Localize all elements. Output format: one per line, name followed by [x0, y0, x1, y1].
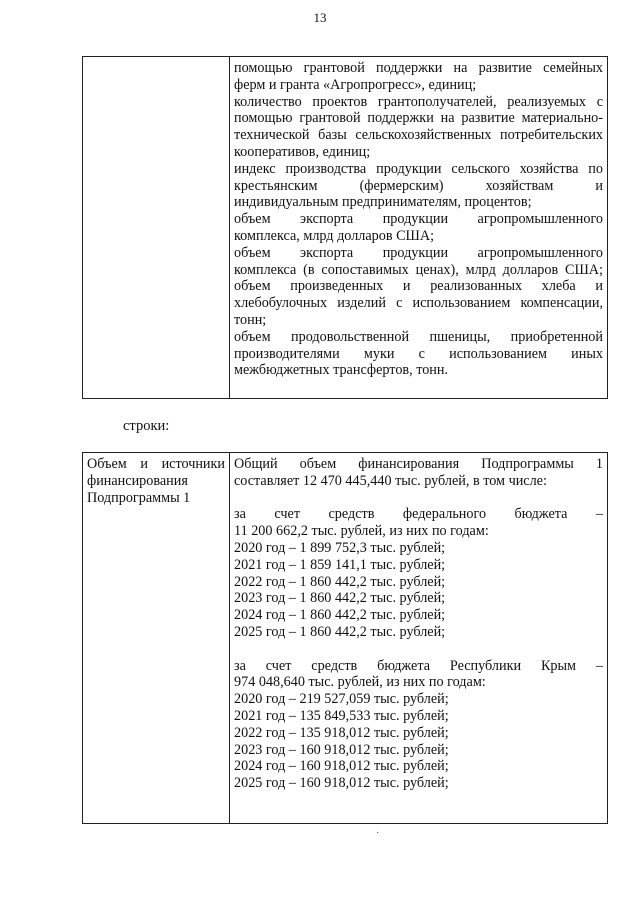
text-line: крестьянским (фермерским) хозяйствам и — [234, 177, 603, 194]
text-line: 2024 год – 1 860 442,2 тыс. рублей; — [234, 607, 446, 624]
text-line: Объем и источники — [87, 456, 225, 472]
financing-text — [234, 456, 603, 792]
financing-text-cell — [230, 453, 608, 824]
text-line: ферм и гранта «Агропрогресс», единиц; — [234, 76, 477, 93]
text-line: 2022 год – 135 918,012 тыс. рублей; — [234, 724, 449, 741]
scan-dot: · — [376, 828, 380, 839]
blank-line — [234, 490, 603, 507]
text-line: индекс производства продукции сельского хозяйства по — [234, 160, 603, 177]
table-left-cell-empty — [83, 57, 230, 399]
text-line: межбюджетных трансфертов, тонн. — [234, 362, 449, 379]
text-line: объем произведенных и реализованных хлеба и — [234, 278, 603, 295]
text-line: составляет 12 470 445,440 тыс. рублей, в том числе: — [234, 472, 547, 489]
blank-line — [234, 641, 603, 658]
text-line: Общий объем финансирования Подпрограммы 1 — [234, 456, 603, 472]
text-line: помощью грантовой поддержки на развитие материально- — [234, 110, 603, 127]
text-line: 2021 год – 1 859 141,1 тыс. рублей; — [234, 556, 446, 573]
text-line: кооперативов, единиц; — [234, 143, 371, 160]
text-line: 2023 год – 160 918,012 тыс. рублей; — [234, 741, 449, 758]
indicators-table — [82, 56, 608, 399]
text-line: 11 200 662,2 тыс. рублей, из них по годам: — [234, 523, 489, 540]
text-line: комплекса, млрд долларов США; — [234, 227, 435, 244]
indicators-text — [234, 60, 603, 379]
table-row — [83, 57, 608, 399]
text-line: Подпрограммы 1 — [87, 489, 191, 506]
text-line: 2025 год – 160 918,012 тыс. рублей; — [234, 775, 449, 792]
text-line: за счет средств бюджета Республики Крым – — [234, 657, 603, 674]
text-line: 2020 год – 219 527,059 тыс. рублей; — [234, 691, 449, 708]
text-line: 2020 год – 1 899 752,3 тыс. рублей; — [234, 539, 446, 556]
financing-table — [82, 452, 608, 824]
text-line: объем экспорта продукции агропромышленного — [234, 211, 603, 228]
text-line: производителями муки с использованием иных — [234, 345, 603, 362]
text-line: 2025 год – 1 860 442,2 тыс. рублей; — [234, 623, 446, 640]
stroki-label: строки: — [123, 418, 170, 434]
text-line: 2022 год – 1 860 442,2 тыс. рублей; — [234, 573, 446, 590]
page-number: 13 — [313, 10, 327, 25]
text-line: 2023 год – 1 860 442,2 тыс. рублей; — [234, 590, 446, 607]
text-line: объем продовольственной пшеницы, приобретенной — [234, 328, 603, 345]
text-line: 974 048,640 тыс. рублей, из них по годам: — [234, 674, 486, 691]
financing-label-cell — [83, 453, 230, 824]
text-line: 2021 год – 135 849,533 тыс. рублей; — [234, 707, 449, 724]
text-line: 2024 год – 160 918,012 тыс. рублей; — [234, 758, 449, 775]
financing-label — [87, 456, 225, 506]
text-line: технической базы сельскохозяйственных потребительских — [234, 127, 603, 144]
text-line: объем экспорта продукции агропромышленного — [234, 244, 603, 261]
text-line: индивидуальным предпринимателям, процентов; — [234, 194, 532, 211]
indicators-text-cell — [230, 57, 608, 399]
table-row — [83, 453, 608, 824]
text-line: комплекса (в сопоставимых ценах), млрд долларов США; — [234, 261, 603, 278]
text-line: за счет средств федерального бюджета – — [234, 506, 603, 523]
text-line: тонн; — [234, 311, 267, 328]
text-line: финансирования — [87, 472, 188, 489]
text-line: помощью грантовой поддержки на развитие семейных — [234, 60, 603, 76]
text-line: хлебобулочных изделий с использованием компенсации, — [234, 295, 603, 312]
text-line: количество проектов грантополучателей, реализуемых с — [234, 93, 603, 110]
